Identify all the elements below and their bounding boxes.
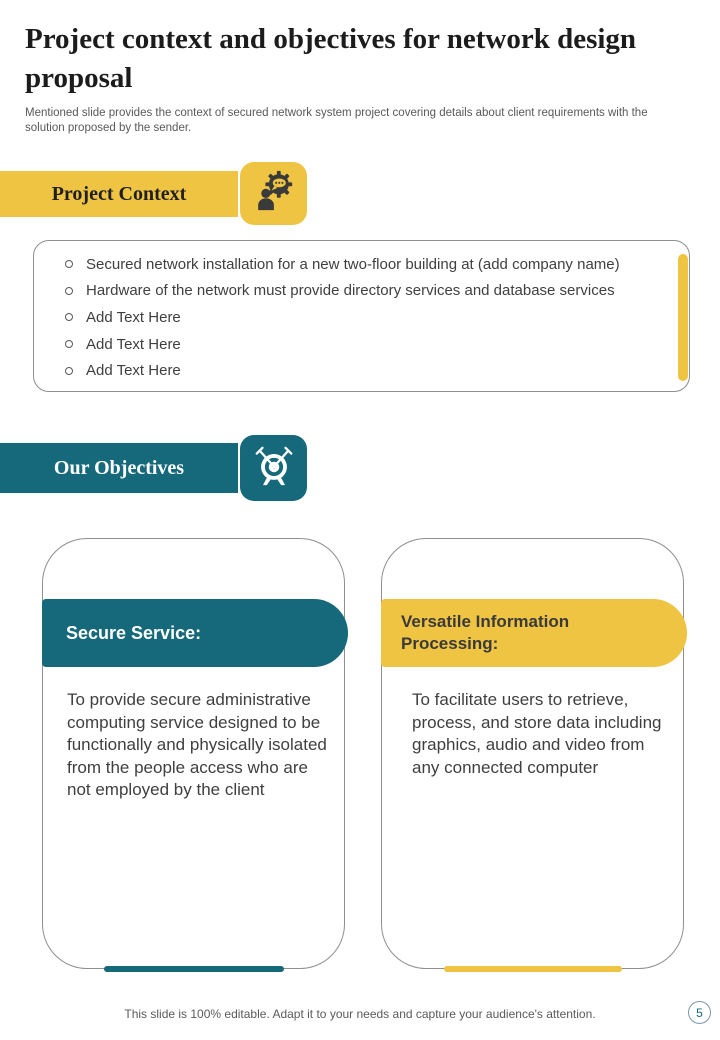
circle-bullet-icon xyxy=(65,367,73,375)
bullet-text: Add Text Here xyxy=(86,308,181,326)
list-item xyxy=(65,278,669,305)
project-context-icon-tile xyxy=(240,162,307,225)
yellow-accent-bar xyxy=(678,254,688,381)
bullet-text: Add Text Here xyxy=(86,335,181,353)
list-item xyxy=(65,304,669,331)
list-item xyxy=(65,357,669,384)
card-body-text: To provide secure administrative computing service designed to be functionally and physically isolated from the people access who are not employed by the client xyxy=(67,690,327,800)
card-header-band xyxy=(381,599,687,667)
list-item xyxy=(65,331,669,358)
project-context-list xyxy=(65,251,669,384)
bullet-text: Hardware of the network must provide directory services and database services xyxy=(86,282,615,300)
card-title: Secure Service: xyxy=(66,622,202,643)
our-objectives-icon-tile xyxy=(240,435,307,501)
card-header-band xyxy=(42,599,348,667)
card-title: Versatile Information Processing: xyxy=(401,611,570,653)
bullet-text: Secured network installation for a new two-floor building at (add company name) xyxy=(86,255,620,273)
objective-card-versatile-processing xyxy=(381,538,684,969)
circle-bullet-icon xyxy=(65,313,73,321)
bullet-text: Add Text Here xyxy=(86,362,181,380)
our-objectives-banner xyxy=(0,443,238,493)
page-subtitle: Mentioned slide provides the context of secured network system project covering details about client requirements with the solution proposed by the sender. xyxy=(25,107,648,134)
card-bottom-accent-line xyxy=(104,966,284,972)
list-item xyxy=(65,251,669,278)
project-context-heading: Project Context xyxy=(51,182,187,205)
our-objectives-heading: Our Objectives xyxy=(53,456,185,479)
person-gear-badge-icon xyxy=(251,168,297,219)
card-body-text: To facilitate users to retrieve, process, and store data including graphics, audio and video from any connected computer xyxy=(412,690,662,777)
project-context-box xyxy=(33,240,690,392)
project-context-banner xyxy=(0,171,238,217)
page-number: 5 xyxy=(696,1005,703,1020)
page-number-badge xyxy=(688,1001,711,1024)
circle-bullet-icon xyxy=(65,340,73,348)
objective-card-secure-service xyxy=(42,538,345,969)
circle-bullet-icon xyxy=(65,287,73,295)
target-arrows-icon xyxy=(251,443,297,494)
footer-note: This slide is 100% editable. Adapt it to your needs and capture your audience's attention. xyxy=(124,1007,596,1021)
circle-bullet-icon xyxy=(65,260,73,268)
page-title: Project context and objectives for network design proposal xyxy=(25,23,637,95)
card-bottom-accent-line xyxy=(444,966,622,972)
